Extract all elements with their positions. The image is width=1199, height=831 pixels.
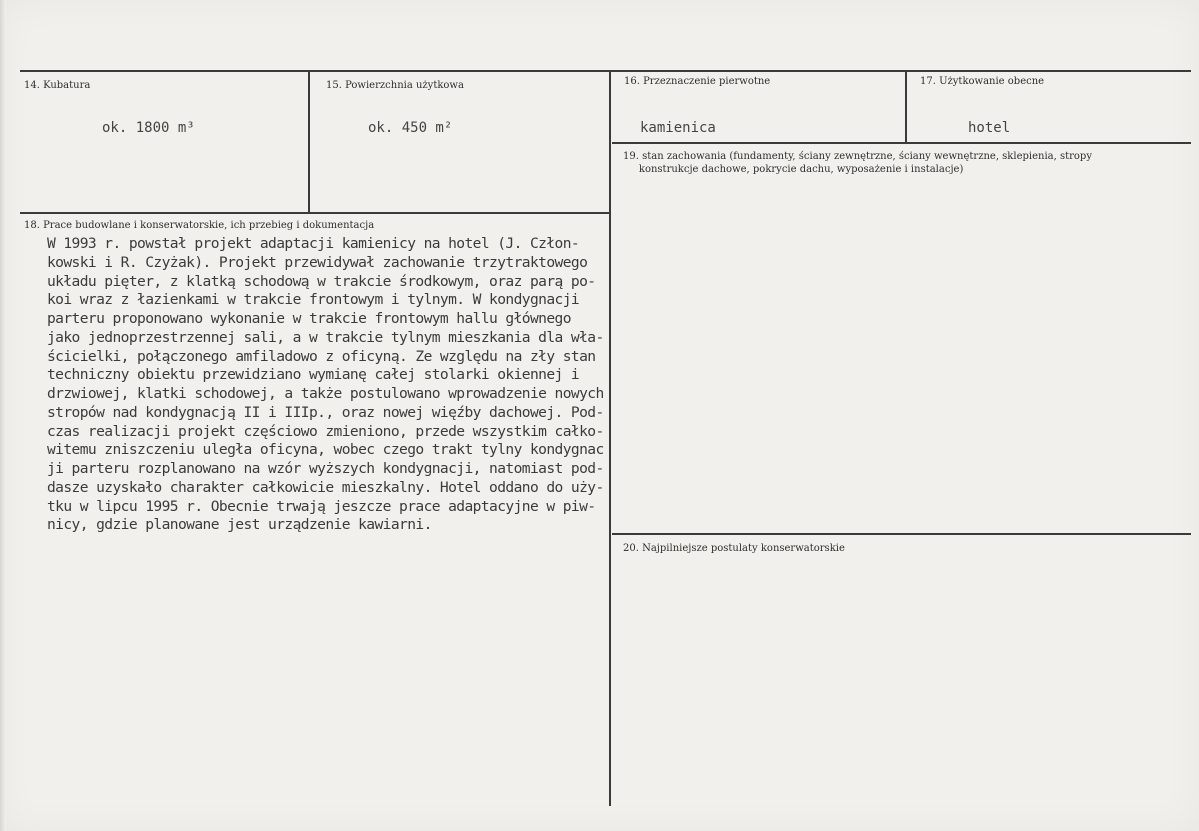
top-rule xyxy=(20,70,1191,72)
field-14-label: 14. Kubatura xyxy=(24,80,91,91)
field-16-label: 16. Przeznaczenie pierwotne xyxy=(624,76,771,87)
mid-rule-left xyxy=(20,212,609,214)
card-edge xyxy=(0,0,6,831)
field-18-label: 18. Prace budowlane i konserwatorskie, ich przebieg i dokumentacja xyxy=(24,220,375,231)
main-column-divider xyxy=(609,70,611,806)
mid-rule-right-lower xyxy=(612,533,1191,535)
field-18-text: W 1993 r. powstał projekt adaptacji kamienicy na hotel (J. Człon- kowski i R. Czyżak). Projekt przewidywał zachowanie trzytraktowego układu pięter, z klatką schodową w trakcie środkowym, oraz parą po- koi wraz z łazienkami w trakcie frontowym i tylnym. W kondygnacji parteru proponowano wykonanie w trakcie frontowym hallu głównego jako jednoprzestrzennej sali, a w trakcie tylnym mieszkania dla wła- ścicielki, połączonego amfiladowo z oficyną. Ze względu na zły stan techniczny obiektu przewidziano wymianę całej stolarki okiennej i drzwiowej, klatki schodowej, a także postulowano wprowadzenie nowych stropów nad kondygnacją II i IIIp., oraz nowej więźby dachowej. Pod- czas realizacji projekt częściowo zmieniono, przede wszystkim całko- witemu zniszczeniu uległa oficyna, wobec czego trakt tylny kondygnac ji parteru rozplanowano na wzór wyższych kondygnacji, natomiast pod- dasze uzyskało charakter całkowicie mieszkalny. Hotel oddano do uży- tku w lipcu 1995 r. Obecnie trwają jeszcze prace adaptacyjne w piw- nicy, gdzie planowane jest urządzenie kawiarni. xyxy=(47,235,604,534)
divider-16-17 xyxy=(905,70,907,142)
field-19-label: 19. stan zachowania (fundamenty, ściany zewnętrzne, ściany wewnętrzne, sklepienia, stropy konstrukcje dachowe, pokrycie dachu, wyposażenie i instalacje) xyxy=(623,151,1092,175)
field-17-value: hotel xyxy=(968,120,1011,136)
field-15-value: ok. 450 m² xyxy=(368,120,453,136)
mid-rule-right-upper xyxy=(612,142,1191,144)
field-15-label: 15. Powierzchnia użytkowa xyxy=(326,80,464,91)
field-17-label: 17. Użytkowanie obecne xyxy=(920,76,1045,87)
divider-14-15 xyxy=(308,70,310,212)
field-14-value: ok. 1800 m³ xyxy=(102,120,195,136)
field-20-label: 20. Najpilniejsze postulaty konserwatorskie xyxy=(623,543,845,554)
field-16-value: kamienica xyxy=(640,120,716,136)
